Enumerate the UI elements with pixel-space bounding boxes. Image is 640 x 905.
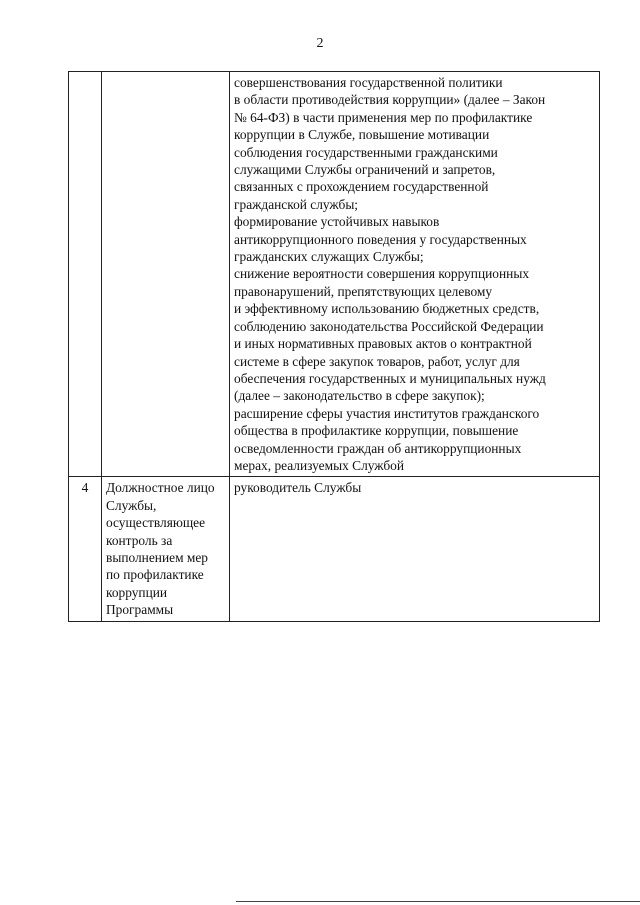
content-line: и эффективному использованию бюджетных средств, (234, 301, 540, 317)
program-table (68, 71, 600, 622)
row-content-cell (230, 477, 600, 621)
content-line: гражданской службы; (234, 196, 359, 212)
table-row-continuation (69, 72, 600, 477)
title-line: осуществляющее (106, 515, 206, 531)
content-line: снижение вероятности совершения коррупционных (234, 266, 530, 282)
row-number-cell: 4 (69, 477, 102, 621)
title-line: коррупции (106, 584, 168, 600)
content-line: формирование устойчивых навыков (234, 214, 440, 230)
title-line: выполнением мер (106, 549, 209, 565)
row-title-cell (102, 72, 230, 477)
content-line: системе в сфере закупок товаров, работ, услуг для (234, 353, 520, 369)
table-row-4 (69, 477, 600, 621)
content-line: общества в профилактике коррупции, повышение (234, 423, 519, 439)
content-line: гражданских служащих Службы; (234, 249, 424, 265)
title-line: по профилактике (106, 567, 204, 583)
bottom-rule (236, 901, 640, 902)
content-line: расширение сферы участия институтов гражданского (234, 405, 540, 421)
row-content-cell (230, 72, 600, 477)
content-line: № 64-ФЗ) в части применения мер по профилактике (234, 109, 533, 125)
row-number-cell (69, 72, 102, 477)
title-line: Службы, (106, 497, 157, 513)
content-line: и иных нормативных правовых актов о контрактной (234, 336, 532, 352)
content-line: в области противодействия коррупции» (далее – Закон (234, 92, 546, 108)
content-line: служащими Службы ограничений и запретов, (234, 162, 496, 178)
content-line: соблюдению законодательства Российской Федерации (234, 318, 544, 334)
title-line: Программы (106, 602, 174, 618)
content-line: осведомленности граждан об антикоррупционных (234, 440, 522, 456)
content-line: (далее – законодательство в сфере закупок); (234, 388, 485, 404)
content-line: мерах, реализуемых Службой (234, 457, 405, 473)
title-line: контроль за (106, 532, 173, 548)
page-number: 2 (316, 36, 324, 51)
title-line: Должностное лицо (106, 480, 215, 496)
content-line: руководитель Службы (234, 480, 362, 496)
content-line: обеспечения государственных и муниципальных нужд (234, 370, 546, 386)
row-title-cell (102, 477, 230, 621)
content-line: соблюдения государственными гражданскими (234, 144, 498, 160)
content-line: совершенствования государственной политики (234, 75, 503, 90)
content-line: связанных с прохождением государственной (234, 179, 489, 195)
content-line: антикоррупционного поведения у государственных (234, 231, 527, 247)
content-line: коррупции в Службе, повышение мотивации (234, 127, 490, 143)
content-line: правонарушений, препятствующих целевому (234, 283, 493, 299)
